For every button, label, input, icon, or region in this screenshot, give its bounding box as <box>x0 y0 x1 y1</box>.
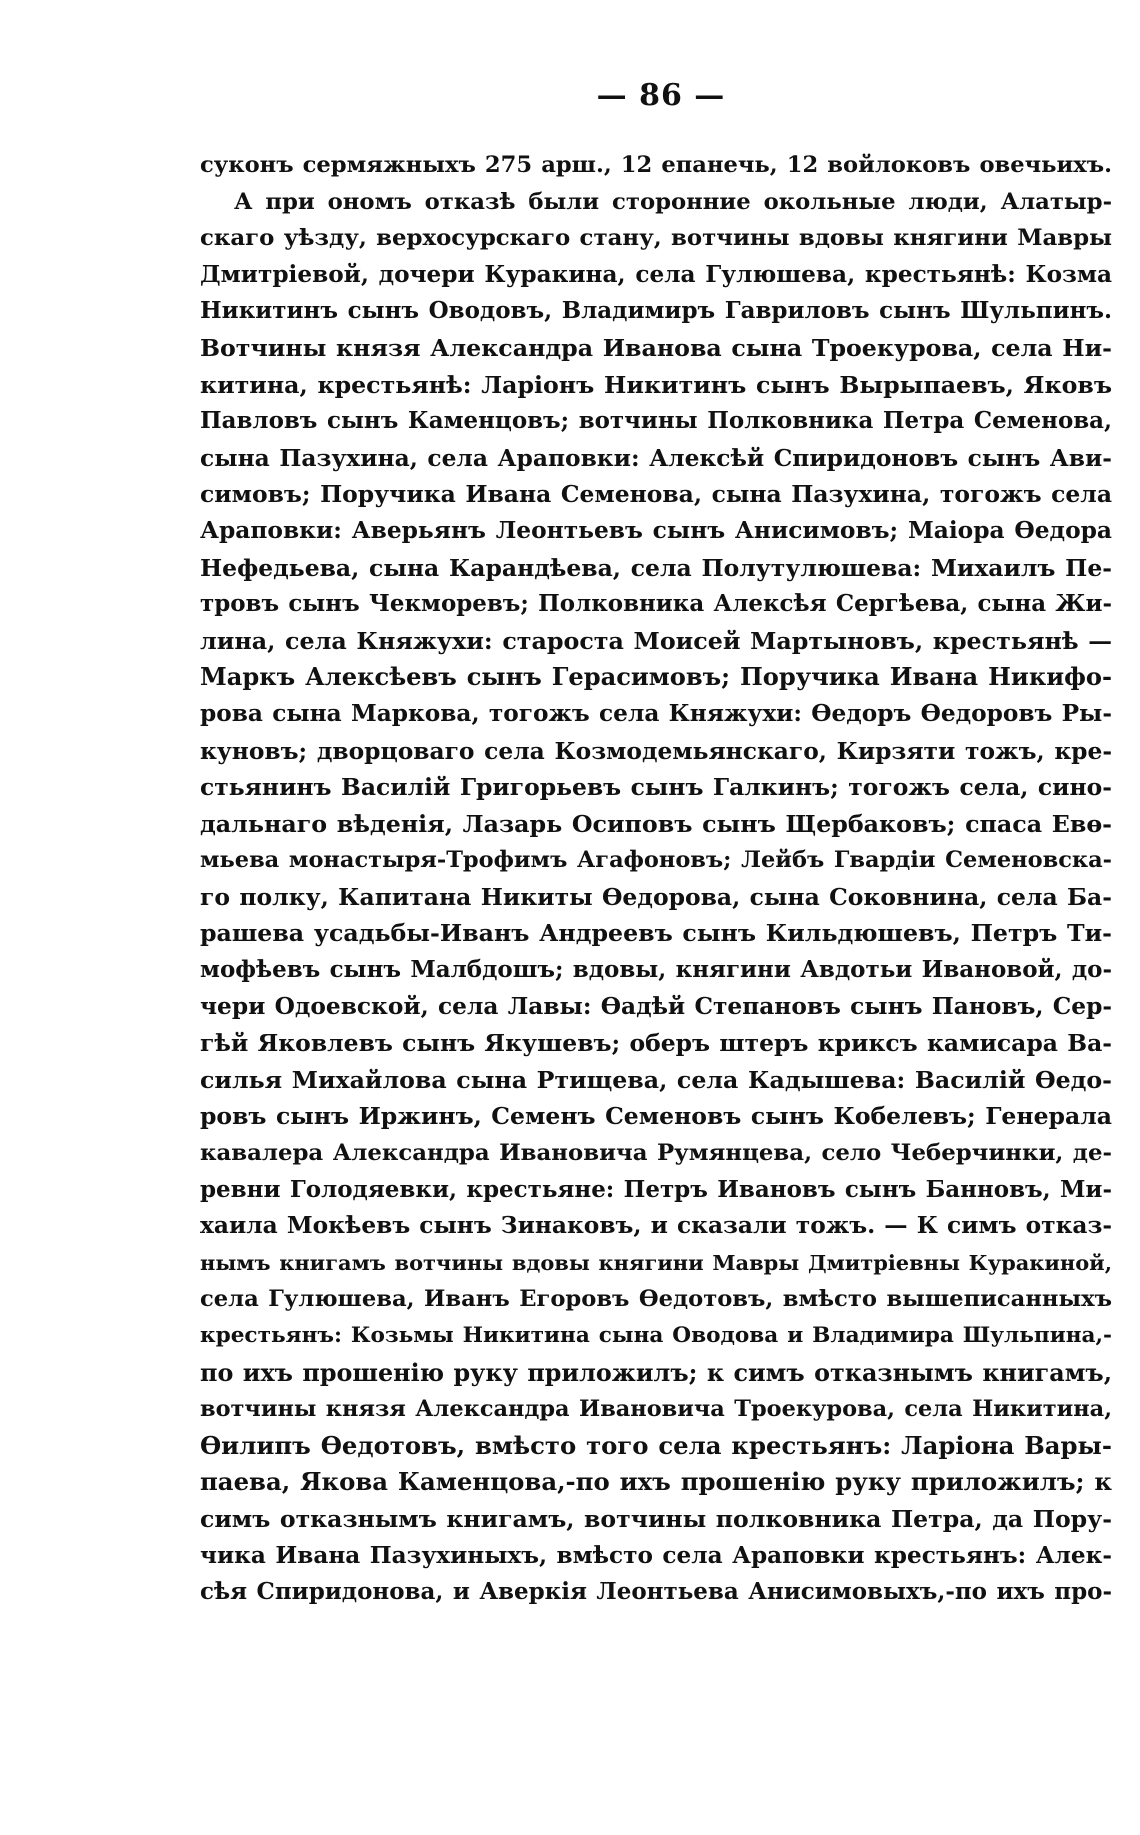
text-line: симовъ; Поручика Ивана Семенова, сына Пазухина, тогожъ села <box>200 480 1112 509</box>
text-line: сѣя Спиридонова, и Аверкія Леонтьева Анисимовыхъ,-по ихъ про- <box>200 1578 1112 1606</box>
text-line: Вотчины князя Александра Иванова сына Троекурова, села Ни- <box>200 333 1112 362</box>
text-line: Нефедьева, сына Карандѣева, села Полутулюшева: Михаилъ Пе- <box>200 553 1112 582</box>
text-line: го полку, Капитана Никиты Өедорова, сына Соковнина, села Ба- <box>200 882 1112 911</box>
text-line: мьева монастыря-Трофимъ Агафоновъ; Лейбъ Гвардіи Семеновска- <box>200 847 1112 874</box>
text-line: Араповки: Аверьянъ Леонтьевъ сынъ Анисимовъ; Маіора Өедора <box>200 516 1112 544</box>
text-line: Маркъ Алексѣевъ сынъ Герасимовъ; Поручика Ивана Никифо- <box>200 662 1112 692</box>
text-line: тровъ сынъ Чекморевъ; Полковника Алексѣя Сергѣева, сына Жи- <box>200 590 1112 618</box>
text-line: рова сына Маркова, тогожъ села Княжухи: Өедоръ Өедоровъ Ры- <box>200 699 1112 727</box>
text-line: по ихъ прошенію руку приложилъ; к симъ отказнымъ книгамъ, <box>200 1358 1112 1387</box>
document-page <box>200 78 1112 1611</box>
text-line: скаго уѣзду, верхосурскаго стану, вотчины вдовы княгини Мавры <box>200 225 1112 252</box>
text-line: А при ономъ отказѣ были сторонние окольные люди, Алатыр- <box>234 188 1112 215</box>
text-line: сына Пазухина, села Араповки: Алексѣй Спиридоновъ сынъ Ави- <box>200 443 1112 472</box>
page-number: — 86 — <box>596 78 726 113</box>
text-line: мофѣевъ сынъ Малбдошъ; вдовы, княгини Авдотьи Ивановой, до- <box>200 956 1112 984</box>
text-line: суконъ сермяжныхъ 275 арш., 12 епанечь, 12 войлоковъ овечьихъ. <box>200 152 1112 178</box>
text-line: стьянинъ Василій Григорьевъ сынъ Галкинъ; тогожъ села, сино- <box>200 773 1112 802</box>
text-line: Павловъ сынъ Каменцовъ; вотчины Полковника Петра Семенова, <box>200 407 1112 435</box>
text-line: крестьянъ: Козьмы Никитина сына Оводова и Владимира Шульпина,- <box>200 1323 1112 1348</box>
text-line: Никитинъ сынъ Оводовъ, Владимиръ Гавриловъ сынъ Шульпинъ. <box>200 297 1112 325</box>
text-line: силья Михайлова сына Ртищева, села Кадышева: Василій Өедо- <box>200 1065 1112 1094</box>
text-line: лина, села Княжухи: староста Моисей Мартыновъ, крестьянѣ — <box>200 626 1112 655</box>
text-line: куновъ; дворцоваго села Козмодемьянскаго, Кирзяти тожъ, кре- <box>200 736 1112 765</box>
text-line: симъ отказнымъ книгамъ, вотчины полковника Петра, да Пору- <box>200 1504 1112 1533</box>
text-line: чери Одоевской, села Лавы: Өадѣй Степановъ сынъ Пановъ, Сер- <box>200 992 1112 1020</box>
text-line: вотчины князя Александра Ивановича Троекурова, села Никитина, <box>200 1396 1112 1423</box>
text-line: села Гулюшева, Иванъ Егоровъ Өедотовъ, вмѣсто вышеписанныхъ <box>200 1286 1112 1313</box>
text-line: хаила Мокѣевъ сынъ Зинаковъ, и сказали тожъ. — К симъ отказ- <box>200 1212 1112 1240</box>
body-text <box>200 147 1112 1611</box>
text-line: китина, крестьянѣ: Ларіонъ Никитинъ сынъ Вырыпаевъ, Яковъ <box>200 370 1112 399</box>
text-line: Дмитріевой, дочери Куракина, села Гулюшева, крестьянѣ: Козма <box>200 260 1112 288</box>
text-line: дальнаго вѣденія, Лазарь Осиповъ сынъ Щербаковъ; спаса Евө- <box>200 809 1112 838</box>
text-line: ревни Голодяевки, крестьяне: Петръ Ивановъ сынъ Банновъ, Ми- <box>200 1175 1112 1203</box>
text-line: рашева усадьбы-Иванъ Андреевъ сынъ Кильдюшевъ, Петръ Ти- <box>200 919 1112 948</box>
text-line: чика Ивана Пазухиныхъ, вмѣсто села Араповки крестьянъ: Алек- <box>200 1541 1112 1569</box>
text-line: гѣй Яковлевъ сынъ Якушевъ; оберъ штеръ криксъ камисара Ва- <box>200 1029 1112 1058</box>
text-line: кавалера Александра Ивановича Румянцева, село Чеберчинки, де- <box>200 1140 1112 1167</box>
text-line: ровъ сынъ Иржинъ, Семенъ Семеновъ сынъ Кобелевъ; Генерала <box>200 1102 1112 1131</box>
text-line: нымъ книгамъ вотчины вдовы княгини Мавры Дмитріевны Куракиной, <box>200 1249 1112 1275</box>
text-line: Өилипъ Өедотовъ, вмѣсто того села крестьянъ: Ларіона Вары- <box>200 1430 1112 1460</box>
text-line: паева, Якова Каменцова,-по ихъ прошенію руку приложилъ; к <box>200 1467 1112 1497</box>
